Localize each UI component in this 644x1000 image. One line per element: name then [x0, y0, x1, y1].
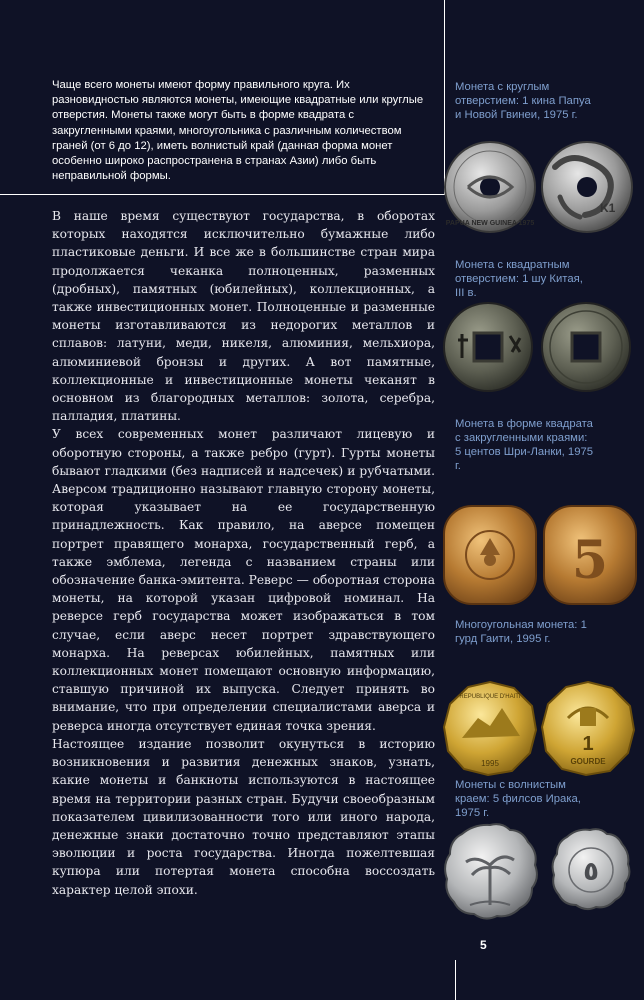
png-kina-coins-image — [440, 137, 640, 237]
caption-iraq-coin: Монеты с волнистым краем: 5 филсов Ирака, 1975 г. — [455, 779, 581, 819]
intro-text: Чаще всего монеты имеют форму правильного круга. Их разновидностью являются монеты, имеющие квадратные или круглые отверстия. Монеты также могут быть в форме квадрата с закругленными краями, многоугольника с различным количеством граней (от 6 до 12), иметь волнистый край (данная форма монет особенно широко распространена в странах Азии) либо быть неправильной формы. — [52, 79, 424, 183]
haiti-gourde-word: GOURDE — [570, 757, 606, 766]
srilanka-denomination: 5 — [571, 530, 609, 591]
srilanka-obverse-coin — [444, 506, 536, 604]
bottom-divider — [455, 960, 456, 1000]
iraq-denomination: ٥ — [583, 857, 599, 887]
iraq-reverse-coin — [553, 829, 630, 909]
haiti-denomination: 1 — [582, 733, 594, 755]
haiti-gourde-coins-image — [440, 678, 640, 778]
iraq-fils-coins-image — [440, 820, 640, 925]
main-text — [52, 207, 435, 899]
page-number: 5 — [480, 938, 487, 952]
haiti-obverse-coin — [444, 682, 536, 775]
paragraph-3: Настоящее издание позволит окунуться в историю возникновения и развития денежных знаков, узнать, какие монеты и банкноты используются в настоящее время на территории разных стран. Будучи своеобразным показателем цивилизованности того или иного народа, денежные знаки достаточно точно представляют этапы эволюции и роста государства. Иногда пожелтевшая купюра или потертая монета способна воссоздать характер целой эпохи. — [52, 736, 435, 897]
iraq-obverse-coin — [445, 824, 537, 918]
haiti-year: 1995 — [481, 759, 499, 768]
png-obverse-coin — [445, 142, 535, 232]
srilanka-reverse-coin — [544, 506, 636, 604]
caption-haiti-coin: Многоугольная монета: 1 гурд Гаити, 1995 г. — [455, 619, 587, 645]
china-reverse-coin — [542, 303, 630, 391]
png-reverse-coin — [542, 142, 632, 232]
china-shu-coins-image — [440, 300, 640, 395]
haiti-rim-text: REPUBLIQUE D'HAITI — [459, 694, 521, 700]
paragraph-2: У всех современных монет различают лицевую и оборотную стороны, а также ребро (гурт). Гурты монеты бывают гладкими (без надписей и надсечек) и рубчатыми. Аверсом традиционно называют главную сторону монеты, которая указывает на ее государственную принадлежность. Как правило, на аверсе помещен портрет правящего монарха, государственный герб, а также эмблема, легенда с названием страны или обозначение банка-эмитента. Реверс — оборотная сторона монеты, на которой указан цифровой номинал. На реверсе герб государства может изображаться в том случае, если аверс несет портрет здравствующего монарха. На реверсах юбилейных, памятных или коллекционных монет помещают основную информацию, ставшую причиной их выпуска. Следует принять во внимание, что при определении специалистами аверса и реверса иногда отсутствует единая точка зрения. — [52, 427, 435, 733]
png-rim-text: PAPUA NEW GUINEA 1975 — [445, 220, 535, 227]
haiti-reverse-coin — [542, 682, 634, 775]
paragraph-1: В наше время существуют государства, в оборотах которых находятся исключительно бумажные либо пластиковые деньги. И все же в большинстве стран мира продолжается чеканка полноценных, разменных (дробных), памятных (юбилейных), коллекционных, а также инвестиционных монет. Полноценные и разменные монеты изготавливаются из недорогих металлов и сплавов: латуни, меди, никеля, алюминия, мельхиора, алюминиевой бронзы и других. А вот памятные, коллекционные и инвестиционные монеты чеканят в основном из благородных металлов: золота, серебра, палладия, платины. — [52, 209, 435, 424]
caption-png-coin: Монета с круглым отверстием: 1 кина Папуа и Новой Гвинеи, 1975 г. — [455, 81, 591, 121]
caption-china-coin: Монета с квадратным отверстием: 1 шу Китая, III в. — [455, 259, 583, 299]
srilanka-cents-coins-image — [440, 500, 640, 610]
china-obverse-coin — [444, 303, 532, 391]
png-denomination: K1 — [600, 201, 616, 215]
caption-srilanka-coin: Монета в форме квадрата с закругленными краями: 5 центов Шри-Ланки, 1975 г. — [455, 418, 594, 472]
